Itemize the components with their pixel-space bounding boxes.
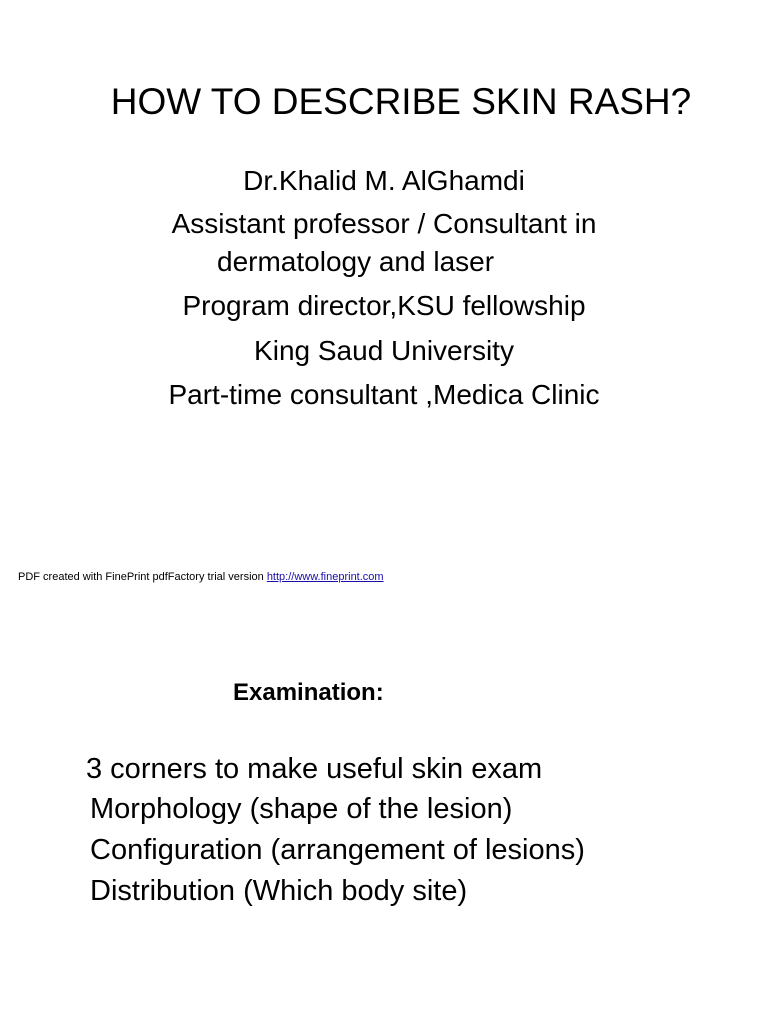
author-name: Dr.Khalid M. AlGhamdi — [243, 165, 525, 196]
section-heading: Examination: — [233, 679, 384, 706]
exam-line-distribution: Distribution (Which body site) — [90, 875, 468, 907]
author-university: King Saud University — [254, 335, 514, 366]
exam-line-configuration: Configuration (arrangement of lesions) — [90, 834, 585, 866]
slide-title: HOW TO DESCRIBE SKIN RASH? — [110, 81, 692, 122]
exam-line-corners: 3 corners to make useful skin exam — [86, 753, 543, 785]
pdf-footer-note — [18, 570, 384, 584]
author-program: Program director,KSU fellowship — [182, 290, 586, 321]
author-specialty: dermatology and laser — [217, 246, 495, 277]
exam-line-morphology: Morphology (shape of the lesion) — [90, 793, 513, 825]
footer-text: PDF created with FinePrint pdfFactory trial version — [18, 571, 267, 583]
author-clinic: Part-time consultant ,Medica Clinic — [168, 379, 600, 410]
author-position: Assistant professor / Consultant in — [171, 208, 597, 239]
fineprint-link[interactable]: http://www.fineprint.com — [266, 571, 384, 583]
